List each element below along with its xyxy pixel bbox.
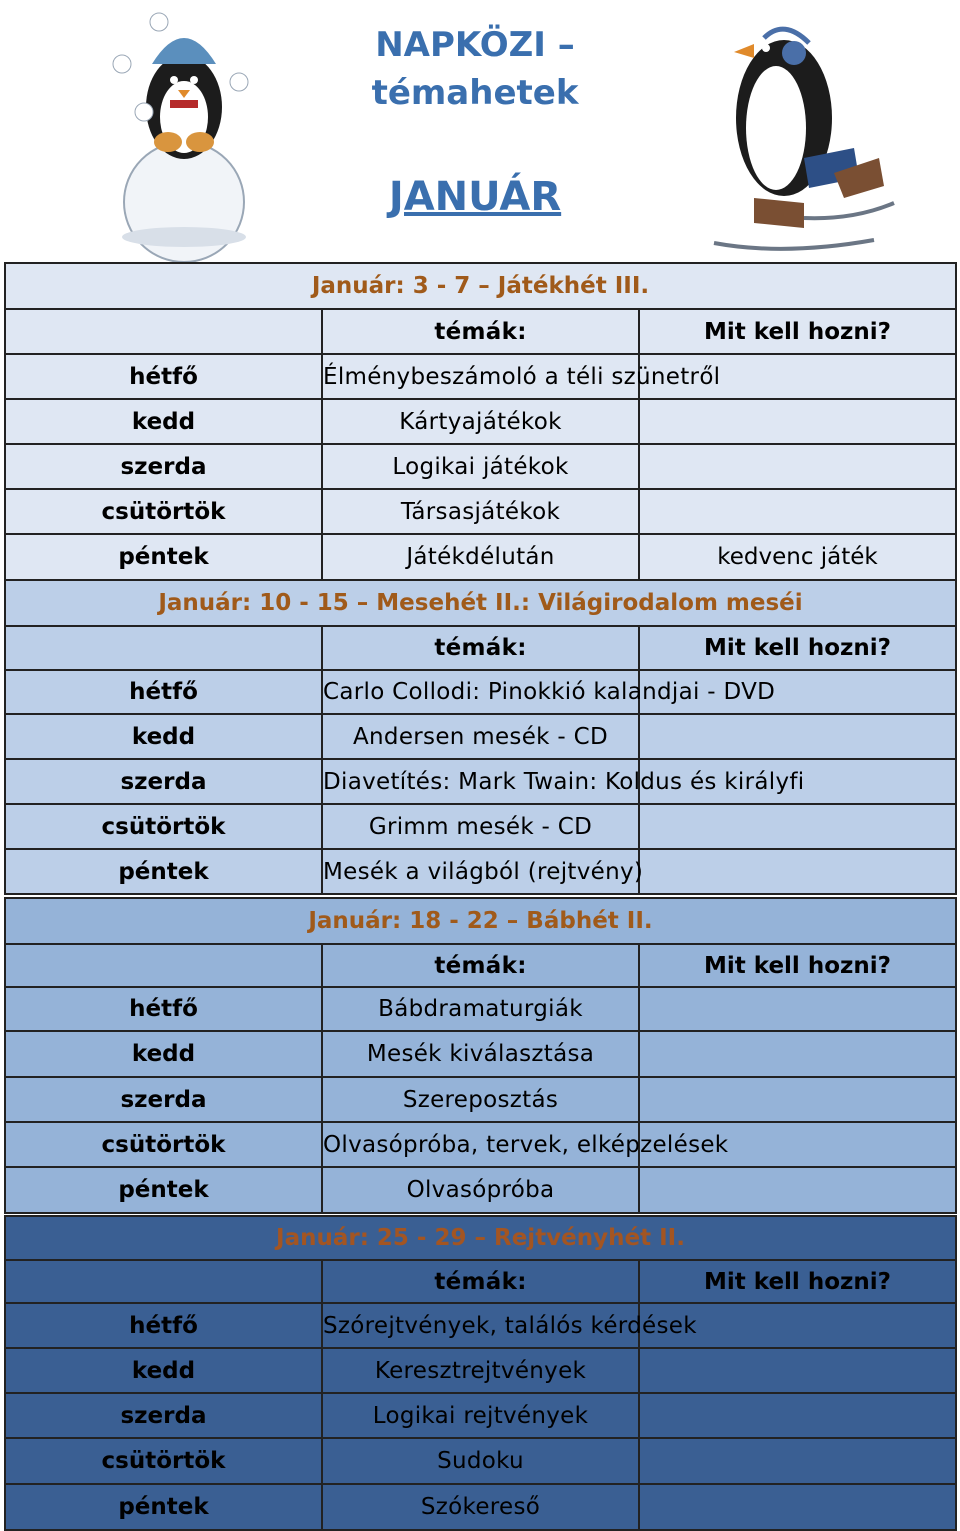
week-caption: Január: 18 - 22 – Bábhét II. (5, 898, 956, 944)
day-cell: csütörtök (5, 1122, 322, 1167)
week-table-4 (4, 1215, 957, 1531)
table-row (5, 987, 956, 1031)
day-cell: szerda (5, 444, 322, 489)
bring-cell (639, 987, 956, 1031)
bring-cell (639, 1348, 956, 1393)
day-cell: hétfő (5, 987, 322, 1031)
topics-header: témák: (322, 309, 639, 354)
day-cell: kedd (5, 399, 322, 444)
bring-cell (639, 1484, 956, 1530)
juggling-penguin-illustration (104, 2, 264, 262)
bring-cell (639, 399, 956, 444)
bring-header: Mit kell hozni? (639, 1260, 956, 1303)
day-cell: szerda (5, 759, 322, 804)
topic-cell: Bábdramaturgiák (322, 987, 639, 1031)
topic-cell: Keresztrejtvények (322, 1348, 639, 1393)
day-cell: kedd (5, 1348, 322, 1393)
bring-cell: kedvenc játék (639, 534, 956, 580)
topic-cell: Olvasópróba (322, 1167, 639, 1213)
table-row (5, 759, 956, 804)
bring-cell (639, 849, 956, 894)
day-cell: hétfő (5, 670, 322, 714)
bring-header: Mit kell hozni? (639, 309, 956, 354)
day-cell: csütörtök (5, 804, 322, 849)
topic-cell: Szókereső (322, 1484, 639, 1530)
week-table-1 (4, 262, 957, 581)
table-row (5, 1438, 956, 1484)
table-row (5, 1393, 956, 1438)
table-row (5, 804, 956, 849)
topic-cell: Diavetítés: Mark Twain: Koldus és királyfi (322, 759, 639, 804)
table-row (5, 714, 956, 759)
topic-cell: Játékdélután (322, 534, 639, 580)
page-header (0, 0, 960, 262)
table-row (5, 1348, 956, 1393)
day-cell: kedd (5, 1031, 322, 1077)
bring-cell (639, 1167, 956, 1213)
table-row (5, 1167, 956, 1213)
bring-cell (639, 1031, 956, 1077)
page-title-line-1: NAPKÖZI – (375, 25, 575, 65)
bring-cell (639, 1077, 956, 1122)
table-row (5, 1484, 956, 1530)
week-table-2 (4, 579, 957, 895)
topic-cell: Élménybeszámoló a téli szünetről (322, 354, 639, 399)
day-header-empty (5, 309, 322, 354)
week-caption: Január: 10 - 15 – Mesehét II.: Világirodalom meséi (5, 580, 956, 626)
day-cell: hétfő (5, 1303, 322, 1348)
topic-cell: Andersen mesék - CD (322, 714, 639, 759)
day-cell: péntek (5, 849, 322, 894)
topic-cell: Logikai rejtvények (322, 1393, 639, 1438)
table-row (5, 1077, 956, 1122)
topics-header: témák: (322, 944, 639, 987)
topic-cell: Sudoku (322, 1438, 639, 1484)
week-caption: Január: 3 - 7 – Játékhét III. (5, 263, 956, 309)
topic-cell: Logikai játékok (322, 444, 639, 489)
day-cell: hétfő (5, 354, 322, 399)
bring-cell (639, 714, 956, 759)
week-caption: Január: 25 - 29 – Rejtvényhét II. (5, 1216, 956, 1260)
day-cell: kedd (5, 714, 322, 759)
page-title-line-2: témahetek (371, 73, 579, 113)
topic-cell: Kártyajátékok (322, 399, 639, 444)
topic-cell: Szereposztás (322, 1077, 639, 1122)
day-cell: csütörtök (5, 489, 322, 534)
table-row (5, 399, 956, 444)
day-cell: péntek (5, 1484, 322, 1530)
day-cell: szerda (5, 1077, 322, 1122)
topic-cell: Szórejtvények, találós kérdések (322, 1303, 639, 1348)
week-table-3 (4, 897, 957, 1214)
topics-header: témák: (322, 1260, 639, 1303)
topic-cell: Grimm mesék - CD (322, 804, 639, 849)
day-cell: péntek (5, 1167, 322, 1213)
bring-header: Mit kell hozni? (639, 626, 956, 670)
table-row (5, 670, 956, 714)
skating-penguin-illustration (684, 8, 904, 262)
topics-header: témák: (322, 626, 639, 670)
bring-cell (639, 489, 956, 534)
table-row (5, 1031, 956, 1077)
table-row (5, 489, 956, 534)
table-row (5, 444, 956, 489)
day-header-empty (5, 1260, 322, 1303)
day-header-empty (5, 944, 322, 987)
topic-cell: Mesék kiválasztása (322, 1031, 639, 1077)
topic-cell: Olvasópróba, tervek, elképzelések (322, 1122, 639, 1167)
month-heading: JANUÁR (388, 174, 562, 220)
bring-cell (639, 804, 956, 849)
topic-cell: Carlo Collodi: Pinokkió kalandjai - DVD (322, 670, 639, 714)
day-header-empty (5, 626, 322, 670)
table-row (5, 534, 956, 580)
day-cell: csütörtök (5, 1438, 322, 1484)
table-row (5, 1303, 956, 1348)
table-row (5, 1122, 956, 1167)
table-row (5, 849, 956, 894)
table-row (5, 354, 956, 399)
bring-header: Mit kell hozni? (639, 944, 956, 987)
day-cell: péntek (5, 534, 322, 580)
topic-cell: Mesék a világból (rejtvény) (322, 849, 639, 894)
bring-cell (639, 1438, 956, 1484)
day-cell: szerda (5, 1393, 322, 1438)
bring-cell (639, 444, 956, 489)
bring-cell (639, 1393, 956, 1438)
topic-cell: Társasjátékok (322, 489, 639, 534)
